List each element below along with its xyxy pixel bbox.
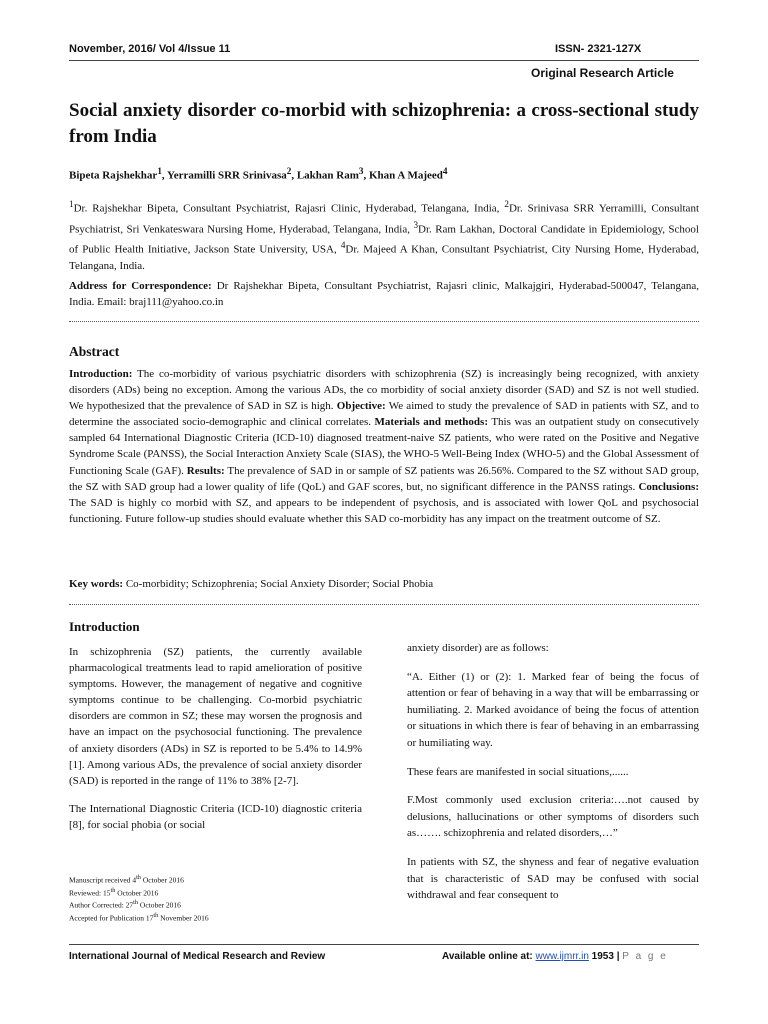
author-name: Lakhan Ram [296,169,359,182]
author-sup: 4 [442,166,448,176]
date-sup: th [110,886,116,894]
abstract-text: The SAD is highly co morbid with SZ, and appears to be independent of psychosis, and is associated with lower QoL and psychosocial functioning. Future follow-up studies should evaluate whether this SAD co-morbidity has any impact on the treatment outcome of SZ. [69,496,699,525]
affiliations [69,196,699,274]
intro-paragraph: “A. Either (1) or (2): 1. Marked fear of being the focus of attention or fear of behaving in a way that will be embarrassing or humiliating. 2. Marked avoidance of being the focus of attention or situations in which there is fear of behaving in an embarrassing or humiliating way. [407,670,699,749]
abstract-text: The co-morbidity of various psychiatric disorders with schizophrenia (SZ) is increasingly being recognized, with anxiety disorders (ADs) being no exception. Among the various ADs, the co morbidity of social anxiety disorder (SAD) and SZ is not well studied. We hypothesized that the prevalence of SAD in SZ is high. [69,368,699,413]
author-name: Khan A Majeed [368,169,443,182]
page-number: 1953 [591,951,614,962]
date-sup: th [133,899,139,906]
header-rule [69,60,699,61]
keywords-text: Co-morbidity; Schizophrenia; Social Anxiety Disorder; Social Phobia [123,578,434,590]
correspondence-text: Dr Rajshekhar Bipeta, Consultant Psychiatrist, Rajasri clinic, Malkajgiri, Hyderabad-500047, Telangana, India. Email: braj111@yahoo.co.in [69,280,700,308]
affil-sup: 3 [413,219,419,230]
author-name: Yerramilli SRR Srinivasa [166,169,287,182]
paper-title: Social anxiety disorder co-morbid with schizophrenia: a cross-sectional study from India [69,100,699,147]
date-day: 4 [132,875,137,885]
issn: ISSN- 2321-127X [555,43,642,55]
abstract-text: We aimed to study the prevalence of SAD in patients with SZ, and to determine the associated socio-demographic and clinical correlates. [69,400,699,429]
author-sup: 3 [358,166,364,176]
dotted-divider [69,321,699,322]
manuscript-date-line [69,898,209,911]
date-label: Accepted for Publication [69,913,144,922]
introduction-heading: Introduction [69,619,140,634]
intro-paragraph: F.Most commonly used exclusion criteria:….not caused by delusions, hallucinations or other symptoms of disorders such as……. schizophrenia and related disorders,…” [407,794,699,840]
date-label: Author Corrected: [69,900,124,910]
keywords-label: Key words: [69,578,124,590]
affiliation: Dr. Majeed A Khan, Consultant Psychiatrist, City Nursing Home, Hyderabad, Telangana, India. [69,243,699,272]
abstract-label: Results: [186,464,225,477]
intro-left-column [69,644,362,845]
manuscript-dates [69,873,209,923]
manuscript-date-line [69,886,209,899]
correspondence-label: Address for Correspondence: [69,280,212,292]
abstract-text: This was an outpatient study on consecutively sampled 64 International Diagnostic Criteria (ICD-10) diagnosed treatment-naive SZ patients, who were rated on the Positive and Negative Syndrome Scale (PANSS), the Social Interaction Anxiety Scale (SIAS), the WHO-5 Well-Being Index (WHO-5) and the Global Assessment of Functioning Scale (GAF). [69,416,699,477]
affiliation: Dr. Ram Lakhan, Doctoral Candidate in Epidemiology, School of Public Health Initiative, Jackson State University, USA, [69,223,699,256]
author-list: Bipeta Rajshekhar$^1$, Yerramilli SRR Srinivasa$^2$, Lakhan Ram$^3$, Khan A Majeed$^4$ [69,166,448,182]
page-separator: | [616,951,620,962]
date-rest: October 2016 [115,888,159,897]
footer-rule [69,944,699,945]
intro-paragraph: anxiety disorder) are as follows: [407,642,549,654]
intro-paragraph: These fears are manifested in social situations,...... [407,765,629,778]
intro-paragraph: The International Diagnostic Criteria (ICD-10) diagnostic criteria [8], for social phobia (or social [69,802,362,831]
intro-paragraph: In schizophrenia (SZ) patients, the currently available pharmacological treatments lead to rapid amelioration of positive symptoms. However, the management of negative and cognitive symptoms continue to be challenging. Co-morbid psychiatric disorders are common in SZ; these may worsen the prognosis and have an impact on the psychosocial functioning. The prevalence of anxiety disorders (ADs) in SZ is reported to be 5.4% to 14.9% [1]. Among various ADs, the prevalence of social anxiety disorder (SAD) is reported in the range of 11% to 38% [2-7]. [69,646,362,787]
affil-sup: 1 [69,199,74,209]
abstract-label: Conclusions: [638,480,699,493]
intro-right-column [407,640,699,916]
author-sup: 1 [157,166,162,176]
available-label: Available online at: [442,951,533,962]
date-rest: October 2016 [140,875,184,885]
date-sup: th [153,911,159,919]
date-day: 17 [145,913,154,922]
author-sup: 2 [286,166,292,176]
manuscript-date-line [69,911,209,924]
journal-name: International Journal of Medical Research and Review [69,951,326,962]
date-rest: November 2016 [158,913,209,922]
footer-right [442,951,668,962]
author-name: Bipeta Rajshekhar [69,169,158,182]
dotted-divider [69,604,699,605]
date-label: Reviewed: [69,888,102,897]
issue-info: November, 2016/ Vol 4/Issue 11 [69,43,231,55]
date-day: 27 [125,900,134,910]
abstract-label: Introduction: [69,368,133,380]
date-label: Manuscript received [69,875,131,885]
abstract-label: Materials and methods: [374,416,488,429]
affiliation: Dr. Rajshekhar Bipeta, Consultant Psychiatrist, Rajasri Clinic, Hyderabad, Telangana, India, [73,202,505,215]
intro-paragraph: In patients with SZ, the shyness and fear of negative evaluation that is characteristic of SAD may be confused with social withdrawal and fear consequent to [407,855,699,902]
journal-url-link[interactable]: www.ijmrr.in [535,951,589,962]
keywords [69,578,699,590]
page-word: P a g e [622,951,668,962]
correspondence [69,278,699,310]
date-day: 15 [102,888,111,897]
abstract-label: Objective: [336,400,386,413]
abstract-heading: Abstract [69,344,120,359]
date-sup: th [136,874,141,881]
date-rest: October 2016 [138,900,181,910]
affiliation: Dr. Srinivasa SRR Yerramilli, Consultant Psychiatrist, Sri Venkateswara Nursing Home, Hyderabad, Telangana, India, [69,202,699,236]
article-type: Original Research Article [531,66,674,80]
abstract-body [69,366,699,527]
manuscript-date-line [69,873,209,886]
affil-sup: 4 [340,240,346,251]
affil-sup: 2 [504,199,509,209]
abstract-text: The prevalence of SAD in or sample of SZ patients was 26.56%. Compared to the SZ without SAD group, the SZ with SAD group had a lower quality of life (QoL) and GAF scores, but, no significant difference in the PANSS ratings. [69,464,700,493]
